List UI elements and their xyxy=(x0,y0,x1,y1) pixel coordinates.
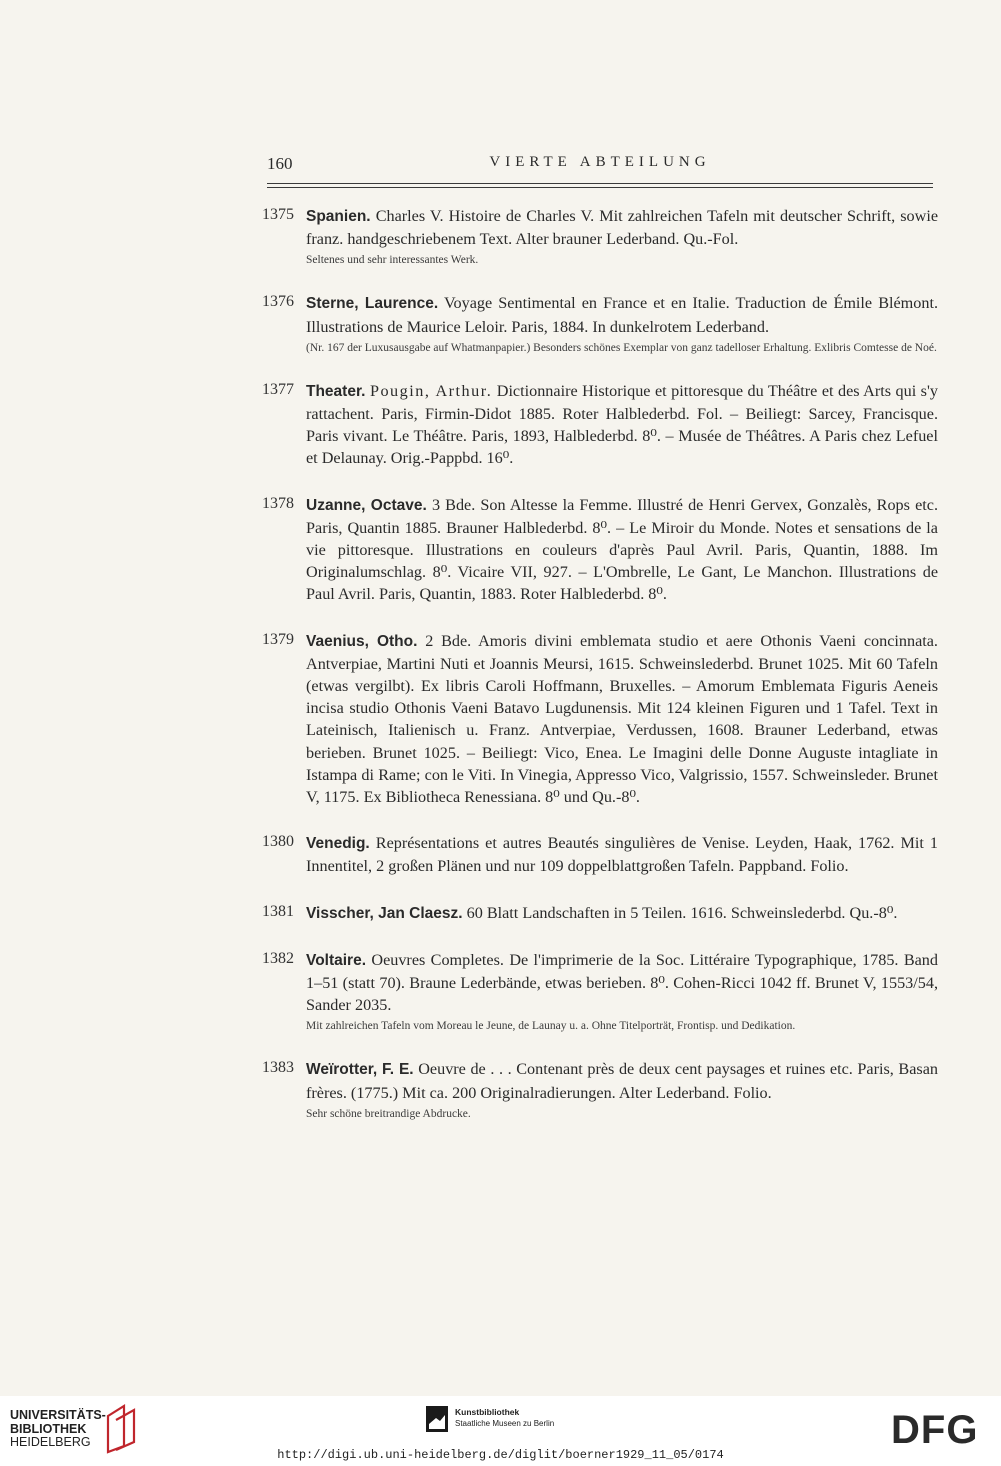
entry-title: Spanien. xyxy=(306,208,371,225)
entry-number: 1376 xyxy=(262,293,294,311)
entry-note: (Nr. 167 der Luxusausgabe auf Whatmanpapier.) Besonders schönes Exemplar von ganz tadelloser Erhaltung. Exlibris Comtesse de Noé. xyxy=(306,341,937,354)
entry-text: Représentations et autres Beautés singulières de Venise. Leyden, Haak, 1762. Mit 1 Innentitel, 2 großen Plänen und nur 109 doppelblattgroßen Tafeln. Pappband. Folio. xyxy=(306,834,938,876)
entry-note: Seltenes und sehr interessantes Werk. xyxy=(306,254,479,267)
entry-text: Oeuvres Completes. De l'imprimerie de la Soc. Littéraire Typographique, 1785. Band 1–51 (statt 70). Braune Lederbände, etwas berieben. 8⁰. Cohen-Ricci 1042 ff. Brunet V, 1553/54, Sander 2035. xyxy=(306,950,938,1015)
entry-text: 3 Bde. Son Altesse la Femme. Illustré de Henri Gervex, Gonzalès, Rops etc. Paris, Quantin 1885. Brauner Halblederbd. 8⁰. – Le Miroir du Monde. Notes et sensations de la vie pittoresque. Illustrations en couleurs d'après Paul Avril. Paris, Quantin, 1888. Im Originalumschlag. 8⁰. Vicaire VII, 927. – L'Ombrelle, Le Gant, Le Manchon. Illustrations de Paul Avril. Paris, Quantin, 1883. Roter Halblederbd. 8⁰. xyxy=(306,495,938,604)
entry-title: Voltaire. xyxy=(306,951,367,969)
catalog-entry xyxy=(262,630,938,809)
kunstbibliothek-label: Kunstbibliothek Staatliche Museen zu Berlin xyxy=(455,1407,555,1428)
entry-note: Sehr schöne breitrandige Abdrucke. xyxy=(306,1107,471,1120)
entry-text: Voyage Sentimental en France et en Italie. Traduction de Émile Blémont. Illustrations de Maurice Leloir. Paris, 1884. In dunkelrotem Lederband. xyxy=(306,294,939,336)
entry-number: 1381 xyxy=(262,902,294,920)
entry-number: 1377 xyxy=(262,380,294,398)
entry-text: Dictionnaire Historique et pittoresque du Théâtre et des Arts qui s'y rattachent. Paris, Firmin-Didot 1885. Roter Halblederbd. Fol. – Beiliegt: Sarcey, Francisque. Paris vivant. Le Théâtre. Paris, 1893, Halblederbd. 8⁰. – Musée de Théâtres. A Paris chez Lefuel et Delaunay. Orig.-Pappbd. 16⁰. xyxy=(306,381,938,468)
entry-title: Sterne, Laurence. xyxy=(306,295,439,313)
entry-text: 2 Bde. Amoris divini emblemata studio et aere Othonis Vaeni concinnata. Antverpiae, Martini Nuti et Joannis Meursi, 1615. Schweinslederbd. Brunet 1025. Mit 60 Tafeln (etwas vergilbt). Ex libris Caroli Hoffmann, Bruxelles. – Amorum Emblemata Figuris Aeneis incisa studio Othonis Vaeni Batavo Lugdunensis. Mit 124 kleinen Figuren und 1 Tafel. Text in Lateinisch, Italienisch u. Franz. Antverpiae, Verdussen, 1608. Brauner Lederband, etwas berieben. Brunet 1025. – Beiliegt: Vico, Enea. Le Imagini delle Donne Auguste intagliate in Istampa di Rame; con le Viti. In Vinegia, Appresso Vico, Valgrissio, 1557. Schweinsleder. Brunet V, 1175. Ex Bibliotheca Renessiana. 8⁰ und Qu.-8⁰. xyxy=(306,631,938,807)
catalog-entry xyxy=(262,380,938,470)
header-rule-thin xyxy=(267,187,933,188)
entry-number: 1375 xyxy=(262,206,294,223)
header-rule xyxy=(267,183,933,184)
university-library-name[interactable]: UNIVERSITÄTS- BIBLIOTHEK HEIDELBERG xyxy=(10,1408,106,1449)
entry-title: Vaenius, Otho. xyxy=(306,632,418,650)
entry-title: Weïrotter, F. E. xyxy=(306,1061,414,1079)
catalog-entry xyxy=(262,494,938,606)
dfg-logo[interactable]: DFG xyxy=(891,1408,979,1452)
catalog-entry xyxy=(262,1058,938,1121)
entry-text: Charles V. Histoire de Charles V. Mit zahlreichen Tafeln mit deutscher Schrift, sowie franz. handgeschriebenem Text. Alter brauner Lederband. Qu.-Fol. xyxy=(306,207,938,249)
catalog-entry xyxy=(262,292,938,355)
entry-author: Pougin, Arthur. xyxy=(369,381,493,400)
entry-title: Theater. xyxy=(306,382,366,400)
entry-number: 1382 xyxy=(262,949,294,967)
entry-title: Visscher, Jan Claesz. xyxy=(306,904,463,922)
entry-number: 1383 xyxy=(262,1059,294,1077)
entry-title: Venedig. xyxy=(306,835,370,853)
entry-number: 1378 xyxy=(262,494,294,512)
catalog-entry xyxy=(262,832,938,877)
entry-title: Uzanne, Octave. xyxy=(306,496,427,514)
entry-note: Mit zahlreichen Tafeln vom Moreau le Jeune, de Launay u. a. Ohne Titelporträt, Frontisp. und Dedikation. xyxy=(306,1020,796,1033)
entry-number: 1379 xyxy=(262,630,294,648)
kunstbibliothek-logo-icon[interactable] xyxy=(426,1406,448,1432)
catalog-entries xyxy=(262,205,938,1146)
university-logo-icon[interactable] xyxy=(104,1402,140,1454)
entry-number: 1380 xyxy=(262,833,294,851)
catalog-entry xyxy=(262,205,938,268)
catalog-entry xyxy=(262,902,938,925)
entry-text: 60 Blatt Landschaften in 5 Teilen. 1616. Schweinslederbd. Qu.-8⁰. xyxy=(462,903,898,922)
page-url[interactable]: http://digi.ub.uni-heidelberg.de/diglit/boerner1929_11_05/0174 xyxy=(277,1448,724,1462)
catalog-entry xyxy=(262,949,938,1035)
section-title: VIERTE ABTEILUNG xyxy=(489,154,711,170)
page-number: 160 xyxy=(267,154,293,173)
entry-text: Oeuvre de . . . Contenant près de deux cent paysages et ruines etc. Paris, Basan frères. (1775.) Mit ca. 200 Originalradierungen. Alter Lederband. Folio. xyxy=(306,1060,938,1102)
page-header xyxy=(267,154,933,176)
